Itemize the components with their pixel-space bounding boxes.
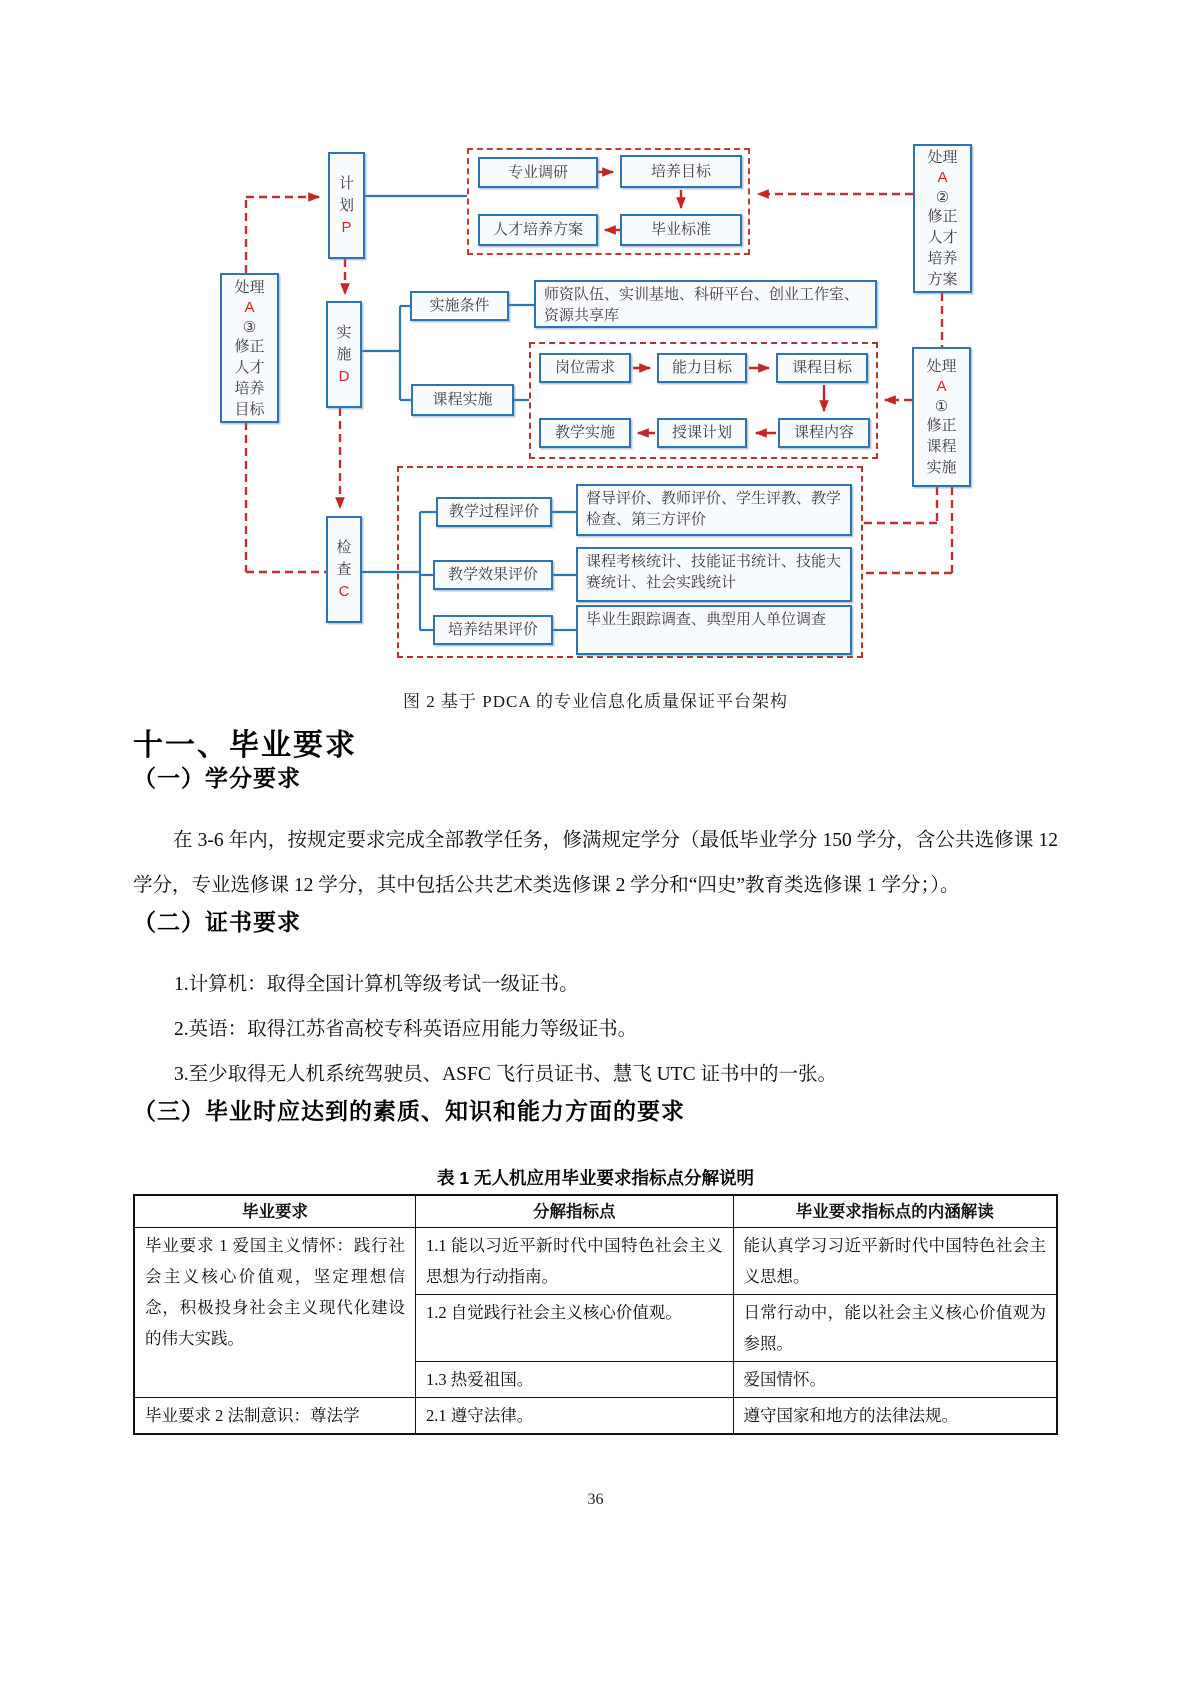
node-resources: 师资队伍、实训基地、科研平台、创业工作室、资源共享库 [534, 280, 877, 328]
figure-caption: 图 2 基于 PDCA 的专业信息化质量保证平台架构 [403, 692, 788, 711]
certificate-items [133, 962, 1058, 1097]
node-act2-number: ② [935, 190, 950, 206]
table-cell-point-1-2: 1.2 自觉践行社会主义核心价值观。 [416, 1295, 734, 1362]
node-eval-process: 教学过程评价 [436, 497, 552, 527]
node-act1-number: ① [934, 399, 949, 415]
node-post-needs: 岗位需求 [539, 353, 631, 383]
node-act3-number: ③ [242, 319, 257, 336]
node-act2-letter: A [937, 169, 948, 186]
table-row [134, 1228, 1057, 1295]
node-plan-letter: P [341, 219, 352, 236]
node-eval-effect: 教学效果评价 [433, 560, 553, 590]
table-cell-requirement-2: 毕业要求 2 法制意识：尊法学 [134, 1398, 416, 1435]
node-act3-letter: A [244, 298, 255, 316]
section-title-graduation-requirements: 十一、毕业要求 [133, 729, 357, 762]
node-teaching-plan: 授课计划 [657, 418, 747, 448]
node-plan [328, 152, 365, 259]
node-survey: 专业调研 [478, 157, 598, 188]
node-act1 [912, 347, 971, 487]
subsection-credit-requirements: （一）学分要求 [133, 765, 301, 791]
node-eval-process-detail: 督导评价、教师评价、学生评教、教学检查、第三方评价 [576, 484, 852, 536]
certificate-item-uav: 3.至少取得无人机系统驾驶员、ASFC 飞行员证书、慧飞 UTC 证书中的一张。 [173, 1064, 837, 1085]
table-cell-point-2-1: 2.1 遵守法律。 [416, 1398, 734, 1435]
node-course-goal: 课程目标 [776, 353, 868, 383]
node-ability-goal: 能力目标 [657, 353, 747, 383]
pdca-flowchart [0, 0, 1191, 663]
table-row [134, 1398, 1057, 1435]
node-check [326, 516, 362, 623]
node-check-label: 检查 [336, 540, 352, 578]
table-header-requirement: 毕业要求 [134, 1195, 416, 1228]
table-cell-meaning-1-2: 日常行动中，能以社会主义核心价值观为参照。 [733, 1295, 1057, 1362]
certificate-item-english: 2.英语：取得江苏省高校专科英语应用能力等级证书。 [173, 1019, 638, 1040]
node-check-letter: C [338, 583, 350, 600]
table-cell-meaning-2-1: 遵守国家和地方的法律法规。 [733, 1398, 1057, 1435]
credit-requirements-paragraph: 在 3-6 年内，按规定要求完成全部教学任务，修满规定学分（最低毕业学分 150 学分，含公共选修课 12 学分，专业选修课 12 学分，其中包括公共艺术类选修课 2 学分和“四史”教育类选修课 1 学分；）。 [133, 830, 1058, 896]
graduation-requirements-table [133, 1194, 1058, 1435]
node-talent-scheme: 人才培养方案 [478, 214, 598, 246]
node-eval-result-detail: 毕业生跟踪调查、典型用人单位调查 [576, 605, 852, 655]
node-act1-label: 处理 [926, 359, 957, 375]
table-header-indicator: 分解指标点 [416, 1195, 734, 1228]
node-do [326, 301, 362, 408]
node-act3-label: 处理 [234, 279, 265, 296]
subsection-certificate-requirements: （二）证书要求 [133, 909, 301, 935]
node-eval-result: 培养结果评价 [433, 615, 553, 645]
table-header-row [134, 1195, 1057, 1228]
node-act3-text: 修正人才培养目标 [234, 338, 265, 418]
node-eval-effect-detail: 课程考核统计、技能证书统计、技能大赛统计、社会实践统计 [576, 547, 852, 602]
node-act2-text: 修正人才培养方案 [927, 209, 958, 288]
table-cell-requirement-1: 毕业要求 1 爱国主义情怀：践行社会主义核心价值观，坚定理想信念，积极投身社会主义现代化建设的伟大实践。 [134, 1228, 416, 1398]
node-teaching-implementation: 教学实施 [539, 418, 631, 448]
node-act1-letter: A [936, 378, 947, 395]
table-cell-point-1-3: 1.3 热爱祖国。 [416, 1362, 734, 1398]
node-implementation-conditions: 实施条件 [410, 291, 509, 321]
node-course-content: 课程内容 [778, 418, 870, 448]
table-cell-meaning-1-1: 能认真学习习近平新时代中国特色社会主义思想。 [733, 1228, 1057, 1295]
node-act1-text: 修正课程实施 [926, 418, 957, 476]
node-plan-label: 计划 [339, 176, 355, 214]
subsection-quality-knowledge-ability: （三）毕业时应达到的素质、知识和能力方面的要求 [133, 1098, 685, 1124]
certificate-item-computer: 1.计算机：取得全国计算机等级考试一级证书。 [173, 974, 579, 995]
node-graduation-standard: 毕业标准 [620, 214, 742, 246]
node-training-goal: 培养目标 [620, 155, 742, 188]
node-act2 [913, 144, 972, 293]
node-do-letter: D [338, 368, 350, 385]
node-act3 [220, 273, 279, 423]
page-number: 36 [587, 1491, 604, 1508]
table-cell-meaning-1-3: 爱国情怀。 [733, 1362, 1057, 1398]
node-act2-label: 处理 [927, 150, 958, 166]
table-cell-point-1-1: 1.1 能以习近平新时代中国特色社会主义思想为行动指南。 [416, 1228, 734, 1295]
node-course-implementation: 课程实施 [411, 384, 514, 416]
document-body [133, 728, 1058, 1509]
node-do-label: 实施 [336, 325, 352, 363]
table-header-interpretation: 毕业要求指标点的内涵解读 [733, 1195, 1057, 1228]
table-caption: 表 1 无人机应用毕业要求指标点分解说明 [437, 1168, 754, 1188]
